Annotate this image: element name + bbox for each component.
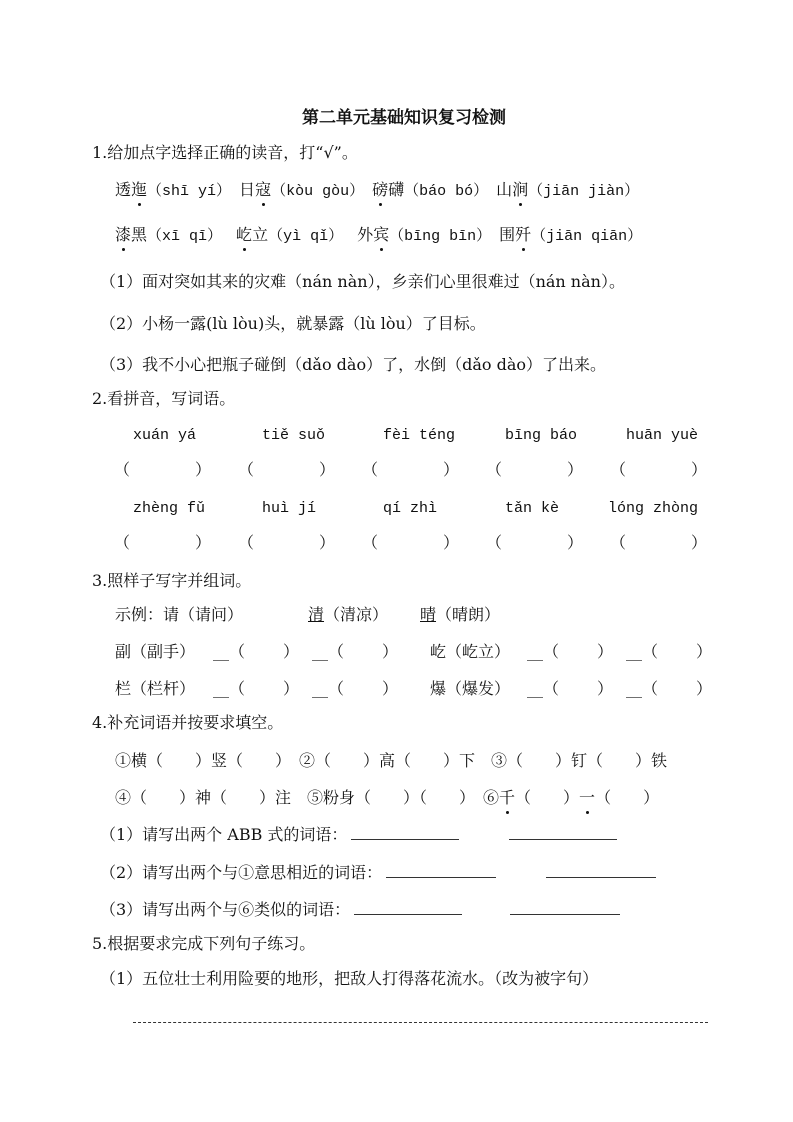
text-segment: 立 <box>252 225 269 244</box>
q3-char-label: 副（副手） <box>115 642 196 661</box>
word-blank[interactable] <box>312 679 398 699</box>
text-segment: ） <box>695 679 712 698</box>
q2-heading <box>0 389 793 409</box>
q4-line-2[interactable] <box>0 788 793 808</box>
q5-heading-text: 5.根据要求完成下列句子练习。 <box>92 934 316 953</box>
text-segment: ④（ ）神（ ）注 ⑤粉身（ ）（ ） ⑥ <box>115 788 500 807</box>
text-segment: （shī yí） <box>147 183 232 200</box>
text-segment: 黑 <box>131 225 148 244</box>
dotted-char: 宾 <box>373 225 390 244</box>
pinyin: fèi téng <box>383 427 456 444</box>
text-segment: （ <box>362 460 379 479</box>
text-segment: ） <box>690 533 707 552</box>
text-segment: （jiān qiān） <box>531 228 643 245</box>
pinyin: zhèng fǔ <box>133 500 206 517</box>
q5-heading <box>0 934 793 954</box>
text-segment: （ <box>114 533 131 552</box>
word-blank[interactable] <box>213 679 299 699</box>
text-segment: 晴 <box>420 605 437 624</box>
example-2 <box>420 605 500 625</box>
text-segment: （ <box>362 533 379 552</box>
word-blank[interactable] <box>312 642 398 662</box>
dotted-char: 歼 <box>515 225 532 244</box>
q1-sentence-1 <box>0 272 793 292</box>
text-segment: ） <box>194 533 211 552</box>
q3-row-1[interactable] <box>0 642 793 662</box>
text-segment: ） <box>282 642 299 661</box>
text-segment: __（ <box>213 679 246 698</box>
answer-line[interactable] <box>546 863 656 878</box>
text-segment: ） <box>695 642 712 661</box>
answer-box[interactable] <box>238 460 335 480</box>
pinyin: qí zhì <box>383 500 438 517</box>
q5-sentence-1 <box>0 969 793 989</box>
answer-box[interactable] <box>362 533 459 553</box>
q4-sub-1 <box>0 825 793 845</box>
answer-box[interactable] <box>610 460 707 480</box>
text-segment: （ ） <box>515 788 580 807</box>
text-segment: ） <box>282 679 299 698</box>
text-segment: ） <box>566 533 583 552</box>
text-segment: ） <box>442 460 459 479</box>
q3-row-2[interactable] <box>0 679 793 699</box>
sentence-text: （2）小杨一露(lù lòu)头，就暴露（lù lòu）了目标。 <box>100 314 486 333</box>
pinyin: huān yuè <box>626 427 699 444</box>
text-segment: ） <box>318 460 335 479</box>
sentence-text: （1）五位壮士利用险要的地形，把敌人打得落花流水。（改为被字句） <box>100 969 599 988</box>
q4-sub-3 <box>0 900 793 920</box>
text-segment: __（ <box>527 679 560 698</box>
word-blank[interactable] <box>213 642 299 662</box>
sentence-text: （3）我不小心把瓶子碰倒（dǎo dào）了，水倒（dǎo dào）了出来。 <box>100 355 607 374</box>
dotted-char: 涧 <box>512 180 529 199</box>
text-segment: 外 <box>357 225 374 244</box>
pinyin-row-1 <box>0 426 793 446</box>
answer-boxes-row-2[interactable] <box>0 533 793 553</box>
pinyin-row-2 <box>0 499 793 519</box>
text-segment: ） <box>596 642 613 661</box>
answer-line[interactable] <box>386 863 496 878</box>
answer-box[interactable] <box>362 460 459 480</box>
text-segment: （xī qī） <box>147 228 223 245</box>
word-blank[interactable] <box>626 679 712 699</box>
text-segment: ） <box>442 533 459 552</box>
text-segment: （ <box>486 533 503 552</box>
vocab-item <box>499 225 642 247</box>
answer-line[interactable] <box>351 825 459 840</box>
dotted-char: 屹 <box>236 225 253 244</box>
answer-boxes-row-1[interactable] <box>0 460 793 480</box>
pinyin: tǎn kè <box>505 500 560 517</box>
text-segment: 礴 <box>388 180 405 199</box>
example-1 <box>308 605 420 625</box>
dotted-char: 迤 <box>131 180 148 199</box>
pinyin: bīng báo <box>505 427 578 444</box>
text-segment: （kòu gòu） <box>271 183 365 200</box>
text-segment: __（ <box>312 679 345 698</box>
q4-sub-2 <box>0 863 793 883</box>
text-segment: 日 <box>239 180 256 199</box>
answer-line[interactable] <box>354 900 462 915</box>
vocab-item <box>239 180 364 202</box>
text-segment: ） <box>381 642 398 661</box>
text-segment: （ <box>486 460 503 479</box>
text-segment: ） <box>381 679 398 698</box>
word-blank[interactable] <box>527 642 613 662</box>
q2-heading-text: 2.看拼音，写词语。 <box>92 389 236 408</box>
q4-heading-text: 4.补充词语并按要求填空。 <box>92 713 284 732</box>
text-segment: 围 <box>499 225 516 244</box>
sub-question-text: （3）请写出两个与⑥类似的词语： <box>100 900 351 919</box>
vocab-item <box>372 180 488 202</box>
text-segment: __（ <box>527 642 560 661</box>
q1-heading-text: 1.给加点字选择正确的读音，打“√”。 <box>92 143 358 162</box>
text-segment: （ <box>238 460 255 479</box>
text-segment: __（ <box>312 642 345 661</box>
page-title <box>0 108 793 128</box>
title-text: 第二单元基础知识复习检测 <box>302 108 506 128</box>
sub-question-text: （1）请写出两个 ABB 式的词语： <box>100 825 348 844</box>
vocab-item <box>115 180 231 202</box>
q1-row-1 <box>0 180 793 202</box>
answer-box[interactable] <box>114 460 211 480</box>
text-segment: __（ <box>626 642 659 661</box>
q4-line-1[interactable] <box>0 751 793 771</box>
vocab-item <box>496 180 639 202</box>
text-segment: 透 <box>115 180 132 199</box>
dotted-char: 漆 <box>115 225 132 244</box>
dotted-char: 磅 <box>372 180 389 199</box>
text-segment: （ <box>610 460 627 479</box>
word-blank[interactable] <box>527 679 613 699</box>
text-segment: ） <box>318 533 335 552</box>
text-segment: （ ） <box>595 788 660 807</box>
text-segment: __（ <box>213 642 246 661</box>
answer-box[interactable] <box>610 533 707 553</box>
q1-row-2 <box>0 225 793 247</box>
q1-heading <box>0 143 793 163</box>
vocab-item <box>115 225 222 247</box>
q3-example <box>0 605 793 625</box>
dotted-char: 千 <box>499 788 516 807</box>
answer-line[interactable] <box>509 825 617 840</box>
text-segment: （ <box>238 533 255 552</box>
idiom-line[interactable]: ①横（ ）竖（ ） ②（ ）高（ ）下 ③（ ）钉（ ）铁 <box>115 751 668 770</box>
dotted-char: 寇 <box>255 180 272 199</box>
text-segment: （jiān jiàn） <box>528 183 640 200</box>
text-segment: 山 <box>496 180 513 199</box>
text-segment: ） <box>194 460 211 479</box>
answer-box[interactable] <box>486 460 583 480</box>
text-segment: ） <box>690 460 707 479</box>
answer-box[interactable] <box>486 533 583 553</box>
pinyin: lóng zhòng <box>608 500 699 517</box>
q3-char-label: 爆（爆发） <box>430 679 511 698</box>
answer-box[interactable] <box>114 533 211 553</box>
q3-heading <box>0 571 793 591</box>
answer-line[interactable] <box>510 900 620 915</box>
vocab-item <box>236 225 343 247</box>
vocab-item <box>357 225 491 247</box>
dotted-char: 一 <box>579 788 596 807</box>
text-segment: （báo bó） <box>404 183 489 200</box>
text-segment: ） <box>596 679 613 698</box>
q3-char-label: 栏（栏杆） <box>115 679 196 698</box>
answer-line[interactable] <box>133 1022 708 1023</box>
text-segment: （ <box>114 460 131 479</box>
text-segment: （晴朗） <box>436 605 501 624</box>
text-segment: 清 <box>308 605 325 624</box>
q3-char-label: 屹（屹立） <box>430 642 511 661</box>
q3-heading-text: 3.照样子写字并组词。 <box>92 571 252 590</box>
text-segment: （bīng bīn） <box>389 228 492 245</box>
text-segment: ） <box>566 460 583 479</box>
q1-sentence-3 <box>0 355 793 375</box>
text-segment: __（ <box>626 679 659 698</box>
text-segment: （yì qǐ） <box>268 228 344 245</box>
sentence-text: （1）面对突如其来的灾难（nán nàn），乡亲们心里很难过（nán nàn）。 <box>100 272 625 291</box>
pinyin: huì jí <box>262 500 317 517</box>
q1-sentence-2 <box>0 314 793 334</box>
q4-heading <box>0 713 793 733</box>
word-blank[interactable] <box>626 642 712 662</box>
text-segment: （清凉） <box>324 605 389 624</box>
sub-question-text: （2）请写出两个与①意思相近的词语： <box>100 863 383 882</box>
example-label: 示例：请（请问） <box>115 605 244 624</box>
text-segment: （ <box>610 533 627 552</box>
pinyin: xuán yá <box>133 427 197 444</box>
answer-box[interactable] <box>238 533 335 553</box>
pinyin: tiě suǒ <box>262 427 326 444</box>
